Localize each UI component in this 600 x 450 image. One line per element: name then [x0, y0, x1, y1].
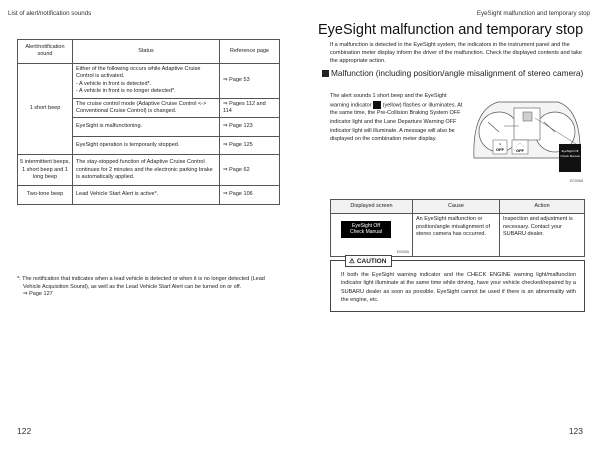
header-reference: Reference page [220, 40, 280, 64]
off-label-2: OFF [516, 148, 524, 153]
footnote-text: *: The notification that indicates when a lead vehicle is detected or when it is no longer detected (Lead Vehicle Acquisition Sound), as well as the Lead Vehicle Start Alert can be turned on or off. [17, 276, 265, 290]
table-header-row [331, 200, 585, 214]
reference-cell: ⇒ Page 53 [220, 63, 280, 98]
header-sound: Alert/notification sound [18, 40, 73, 64]
table-row [18, 155, 280, 186]
table-row [18, 63, 280, 98]
status-cell: EyeSight operation is temporarily stopped. [73, 136, 220, 154]
screen-image-code: E03055 [396, 249, 409, 254]
table-header-row [18, 40, 280, 64]
cause-cell: An EyeSight malfunction or position/angle misalignment of stereo camera has occurred. [413, 214, 500, 257]
table-row [331, 214, 585, 257]
eyesight-indicator-highlight [523, 112, 532, 121]
page-number-left: 122 [17, 426, 32, 436]
reference-cell: ⇒ Page 125 [220, 136, 280, 154]
reference-cell: ⇒ Page 123 [220, 118, 280, 136]
instrument-panel-illustration [468, 88, 586, 183]
running-head-left: List of alert/notification sounds [8, 10, 92, 17]
action-cell: Inspection and adjustment is necessary. Contact your SUBARU dealer. [500, 214, 585, 257]
running-head-right: EyeSight malfunction and temporary stop [476, 10, 590, 17]
intro-paragraph: If a malfunction is detected in the EyeSight system, the indicators in the instrument panel and the combination meter display inform the driver of the malfunction. Check the displayed contents and take the appropriate action. [330, 42, 582, 65]
figure-screen-line-1: EyeSight Off [561, 149, 579, 153]
status-cell: The stay-stopped function of Adaptive Cruise Control continues for 2 minutes and the electronic parking brake is automatically applied. [73, 155, 220, 186]
section-heading [322, 68, 584, 79]
body-paragraph-part-a: The alert sounds 1 short beep and the EyeSight warning indicator [330, 93, 447, 108]
status-cell: The cruise control mode (Adaptive Cruise Control <-> Conventional Cruise Control) is changed. [73, 98, 220, 118]
caution-label-text: CAUTION [356, 258, 387, 265]
svg-text:ᵌ: ᵌ [499, 142, 501, 148]
status-cell: Lead Vehicle Start Alert is active*. [73, 186, 220, 204]
sound-cell: Two-tone beep [18, 186, 73, 204]
header-cause: Cause [413, 200, 500, 214]
page-title: EyeSight malfunction and temporary stop [318, 22, 584, 38]
screen-line-2: Check Manual [350, 229, 382, 236]
off-label-1: OFF [496, 147, 504, 152]
sound-cell: 5 intermittent beeps, 1 short beep and 1 long beep [18, 155, 73, 186]
display-info-table [330, 199, 585, 257]
svg-text:⋰⋱: ⋰⋱ [516, 142, 524, 147]
body-paragraph-part-b: (yellow) flashes or illuminates. At the same time, the Pre-Collision Braking System OFF indicator light and the Lane Departure Warning OFF indicator light will illuminate. A message will also be displayed on the combination meter display. [330, 101, 463, 143]
figure-screen-line-2: Check Manual [560, 154, 580, 158]
page-number-right: 123 [568, 426, 583, 436]
eyesight-off-screen [341, 221, 391, 238]
displayed-screen-cell [331, 214, 413, 257]
warning-triangle-icon: ⚠ [349, 258, 355, 265]
status-cell: EyeSight is malfunctioning. [73, 118, 220, 136]
header-action: Action [500, 200, 585, 214]
footnote-page-link[interactable]: ⇒ Page 127 [23, 291, 53, 298]
sound-cell: 1 short beep [18, 63, 73, 154]
body-paragraph [330, 92, 465, 144]
figure-code: E03968 [570, 179, 584, 183]
caution-text: If both the EyeSight warning indicator and the CHECK ENGINE warning light/malfunction indicator light illuminate at the same time while driving, have your vehicle checked/repaired by a SUBARU dealer as soon as possible. EyeSight cannot be used if there is an abnormality with the engine, etc. [341, 272, 576, 303]
header-displayed-screen: Displayed screen [331, 200, 413, 214]
reference-cell: ⇒ Pages 112 and 114 [220, 98, 280, 118]
section-heading-text: Malfunction (including position/angle misalignment of stereo camera) [331, 68, 584, 78]
header-status: Status [73, 40, 220, 64]
status-cell: Either of the following occurs while Adaptive Cruise Control is activated. - A vehicle in front is detected*. - A vehicle in front is no longer detected*. [73, 63, 220, 98]
caution-label [345, 255, 392, 267]
table-row [18, 186, 280, 204]
reference-cell: ⇒ Page 62 [220, 155, 280, 186]
footnote [17, 276, 281, 299]
screen-line-1: EyeSight Off [352, 223, 380, 230]
eyesight-warning-icon [373, 101, 381, 109]
reference-cell: ⇒ Page 106 [220, 186, 280, 204]
caution-box [330, 260, 585, 312]
alert-sound-table [17, 39, 280, 205]
square-bullet-icon [322, 70, 329, 77]
